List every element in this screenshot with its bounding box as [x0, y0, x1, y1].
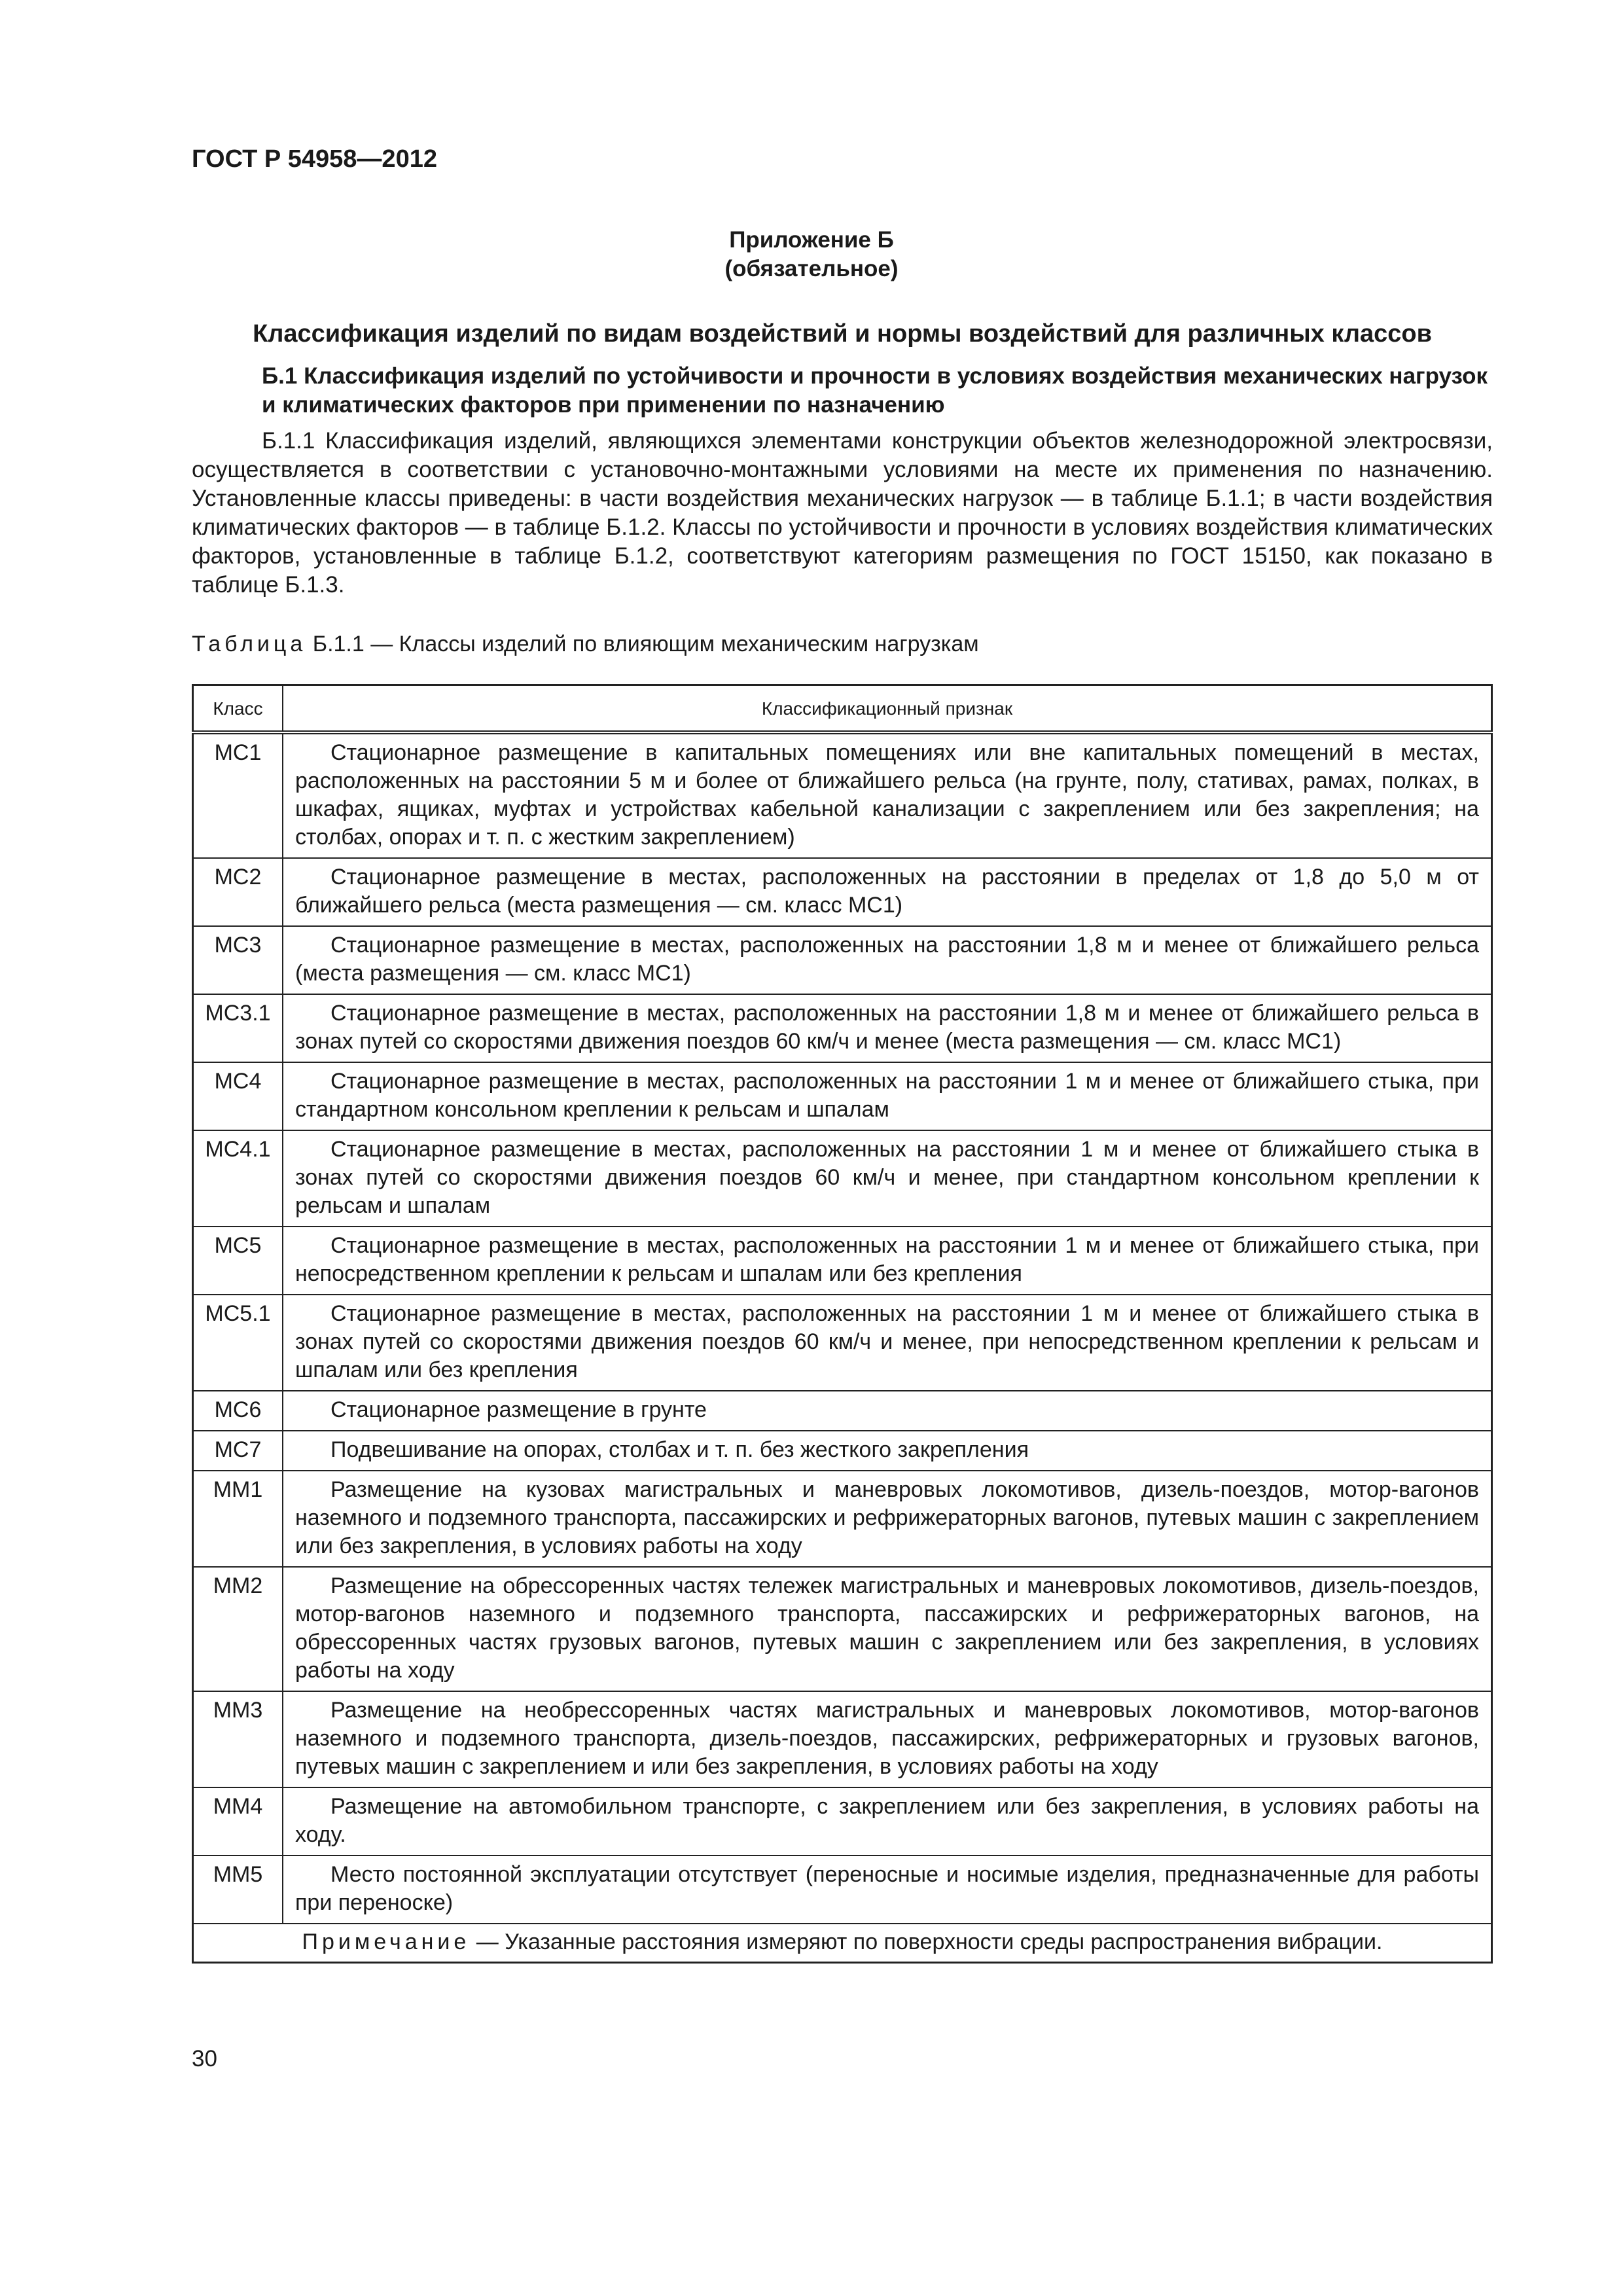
annex-status: (обязательное)	[724, 256, 899, 281]
page-number: 30	[192, 2046, 217, 2072]
table-row	[193, 1567, 1492, 1691]
table-header-row	[193, 685, 1492, 733]
table-row	[193, 732, 1492, 858]
table-row	[193, 1431, 1492, 1471]
column-header-class: Класс	[193, 685, 283, 733]
class-cell: МС3	[193, 926, 283, 994]
class-cell: МС2	[193, 858, 283, 926]
body-paragraph: Б.1.1 Классификация изделий, являющихся элементами конструкции объектов железнодорожной электросвязи, осуществляется в соответствии с установочно-монтажными условиями на месте их применения по назначению. Установленные классы приведены: в части воздействия механических нагрузок — в таблице Б.1.1; в части воздействия климатических факторов — в таблице Б.1.2. Классы по устойчивости и прочности в условиях воздействия климатических факторов, установленные в таблице Б.1.2, соответствуют категориям размещения по ГОСТ 15150, как показано в таблице Б.1.3.	[192, 428, 1493, 598]
table-note-row	[193, 1924, 1492, 1963]
annex-title: Приложение Б	[729, 227, 894, 253]
description-cell: Место постоянной эксплуатации отсутствует (переносные и носимые изделия, предназначенные для работы при переноске)	[283, 1856, 1492, 1924]
column-header-feature: Классификационный признак	[283, 685, 1492, 733]
description-cell: Размещение на обрессоренных частях тележек магистральных и маневровых локомотивов, дизель-поездов, мотор-вагонов наземного и подземного транспорта, пассажирских и рефрижераторных вагонов, на обрессоренных частях грузовых вагонов, путевых машин с закреплением или без закрепления, в условиях работы на ходу	[283, 1567, 1492, 1691]
annex-heading	[0, 226, 1623, 283]
description-cell: Стационарное размещение в грунте	[283, 1391, 1492, 1431]
table-row	[193, 1691, 1492, 1787]
description-cell: Размещение на необрессоренных частях магистральных и маневровых локомотивов, мотор-вагонов наземного и подземного транспорта, дизель-поездов, пассажирских, рефрижераторных и грузовых вагонов, путевых машин с закреплением и или без закрепления, в условиях работы на ходу	[283, 1691, 1492, 1787]
class-cell: МС5.1	[193, 1295, 283, 1391]
table-caption-text: Б.1.1 — Классы изделий по влияющим механическим нагрузкам	[306, 632, 979, 656]
description-cell: Подвешивание на опорах, столбах и т. п. без жесткого закрепления	[283, 1431, 1492, 1471]
table-row	[193, 858, 1492, 926]
description-cell: Стационарное размещение в местах, расположенных на расстоянии 1 м и менее от ближайшего стыка в зонах путей со скоростями движения поездов 60 км/ч и менее, при стандартном консольном креплении к рельсам и шпалам	[283, 1130, 1492, 1227]
table-row	[193, 1856, 1492, 1924]
class-cell: ММ3	[193, 1691, 283, 1787]
description-cell: Стационарное размещение в местах, расположенных на расстоянии 1,8 м и менее от ближайшего рельса (места размещения — см. класс МС1)	[283, 926, 1492, 994]
description-cell: Стационарное размещение в капитальных помещениях или вне капитальных помещений в местах, расположенных на расстоянии 5 м и более от ближайшего рельса (на грунте, полу, стативах, рамах, полках, в шкафах, ящиках, муфтах и устройствах кабельной канализации с закреплением или без закрепления; на столбах, опорах и т. п. с жестким закреплением)	[283, 732, 1492, 858]
table-row	[193, 1391, 1492, 1431]
class-cell: МС6	[193, 1391, 283, 1431]
table-row	[193, 1062, 1492, 1130]
table-row	[193, 994, 1492, 1062]
section-title: Б.1 Классификация изделий по устойчивости и прочности в условиях воздействия механических нагрузок и климатических факторов при применении по назначению	[262, 363, 1488, 418]
class-cell: МС7	[193, 1431, 283, 1471]
description-cell: Стационарное размещение в местах, расположенных на расстоянии 1 м и менее от ближайшего стыка в зонах путей со скоростями движения поездов 60 км/ч и менее, при непосредственном креплении к рельсам и шпалам или без крепления	[283, 1295, 1492, 1391]
description-cell: Размещение на кузовах магистральных и маневровых локомотивов, дизель-поездов, мотор-вагонов наземного и подземного транспорта, пассажирских и рефрижераторных вагонов, путевых машин с закреплением или без закрепления, в условиях работы на ходу	[283, 1471, 1492, 1567]
table-note-word: Примечание	[302, 1929, 471, 1954]
class-cell: МС5	[193, 1227, 283, 1295]
table-row	[193, 1130, 1492, 1227]
table-caption-word: Таблица	[192, 632, 307, 656]
classification-table	[192, 684, 1493, 1964]
class-cell: ММ5	[193, 1856, 283, 1924]
document-code: ГОСТ Р 54958—2012	[192, 145, 437, 173]
class-cell: МС3.1	[193, 994, 283, 1062]
description-cell: Стационарное размещение в местах, расположенных на расстоянии 1 м и менее от ближайшего стыка, при непосредственном креплении к рельсам и шпалам или без крепления	[283, 1227, 1492, 1295]
class-cell: ММ2	[193, 1567, 283, 1691]
table-note	[193, 1924, 1492, 1963]
table-caption	[192, 632, 979, 657]
table-row	[193, 1471, 1492, 1567]
class-cell: МС4.1	[193, 1130, 283, 1227]
class-cell: ММ1	[193, 1471, 283, 1567]
table-row	[193, 1227, 1492, 1295]
main-title: Классификация изделий по видам воздействий и нормы воздействий для различных классов	[253, 320, 1432, 348]
class-cell: МС4	[193, 1062, 283, 1130]
table-row	[193, 1295, 1492, 1391]
description-cell: Стационарное размещение в местах, расположенных на расстоянии 1 м и менее от ближайшего стыка, при стандартном консольном креплении к рельсам и шпалам	[283, 1062, 1492, 1130]
class-cell: МС1	[193, 732, 283, 858]
description-cell: Стационарное размещение в местах, расположенных на расстоянии 1,8 м и менее от ближайшего рельса в зонах путей со скоростями движения поездов 60 км/ч и менее (места размещения — см. класс МС1)	[283, 994, 1492, 1062]
description-cell: Размещение на автомобильном транспорте, с закреплением или без закрепления, в условиях работы на ходу.	[283, 1787, 1492, 1856]
table-note-text: — Указанные расстояния измеряют по поверхности среды распространения вибрации.	[470, 1929, 1383, 1954]
description-cell: Стационарное размещение в местах, расположенных на расстоянии в пределах от 1,8 до 5,0 м от ближайшего рельса (места размещения — см. класс МС1)	[283, 858, 1492, 926]
table-row	[193, 1787, 1492, 1856]
table-row	[193, 926, 1492, 994]
class-cell: ММ4	[193, 1787, 283, 1856]
